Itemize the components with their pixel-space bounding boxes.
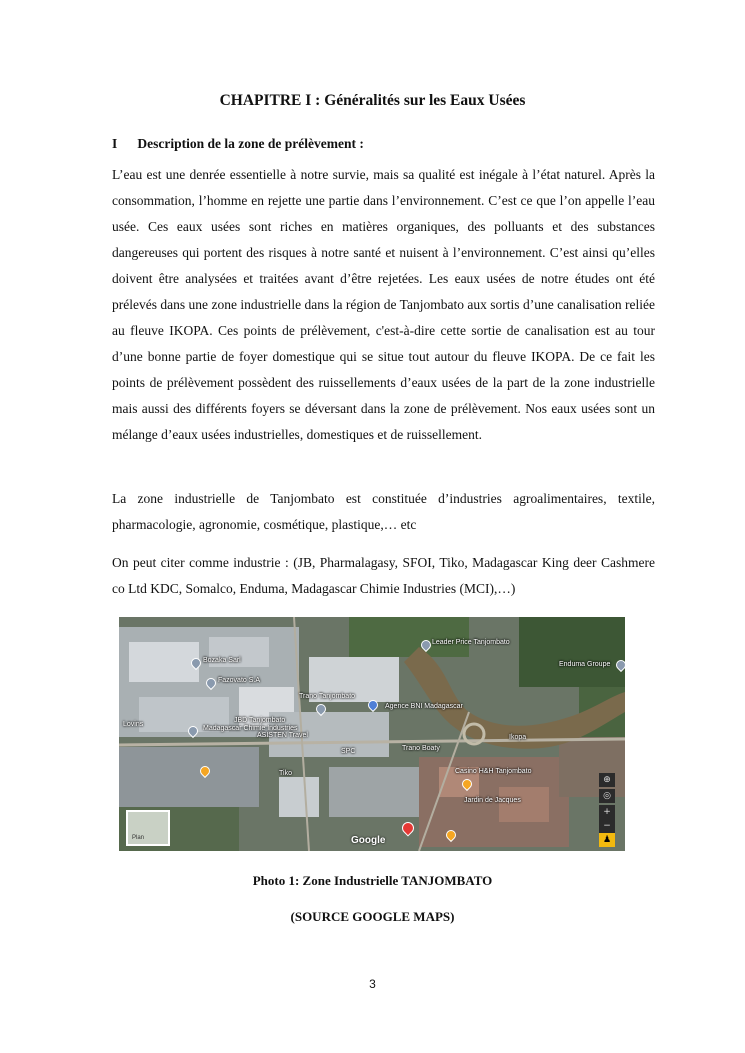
- section-title: Description de la zone de prélèvement :: [137, 136, 364, 151]
- map-label: Leader Price Tanjombato: [432, 639, 510, 646]
- chapter-title: CHAPITRE I : Généralités sur les Eaux Usées: [219, 92, 526, 109]
- paragraph-industries-list: On peut citer comme industrie : (JB, Pharmalagasy, SFOI, Tiko, Madagascar King deer Cashmere co Ltd KDC, Somalco, Enduma, Madagascar Chimie Industries (MCI),…): [112, 555, 655, 596]
- google-logo: Google: [351, 835, 386, 846]
- map-label: Trano Boaty: [402, 745, 440, 752]
- map-label: Trano Tanjombato: [299, 693, 356, 700]
- map-label: Jardin de Jacques: [464, 797, 521, 804]
- location-icon: ◎: [599, 789, 615, 803]
- zoom-in-icon: +: [599, 805, 615, 819]
- map-label: Casino H&H Tanjombato: [455, 768, 532, 775]
- photo-source: (SOURCE GOOGLE MAPS): [290, 909, 455, 924]
- photo-caption: Photo 1: Zone Industrielle TANJOMBATO: [252, 873, 493, 888]
- map-label: Lovins: [123, 721, 144, 728]
- map-label: JBD Tanjombato: [234, 717, 286, 724]
- plan-label: Plan: [132, 835, 145, 841]
- map-label: Agence BNI Madagascar: [385, 703, 463, 710]
- paragraph-description: L’eau est une denrée essentielle à notre survie, mais sa qualité est inégale à l’état naturel. Après la consommation, l’homme en rejette une partie dans l’environnement. C’est ce que l’on appelle l’eau usée. Ces eaux usées sont riches en matières organiques, des polluants et des substances dangereuses qui portent des risques à notre santé et nuisent à l’environnement. C’est ainsi qu’elles doivent être analysées et traitées avant d’être rejetées. Les eaux usées de notre études ont été prélevés dans une zone industrielle dans la région de Tanjombato aux sortis d’une canalisation reliée au fleuve IKOPA. Ces points de prélèvement, c'est-à-dire cette sortie de canalisation est au tour d’une bonne partie de foyer domestique qui se situe tout autour du fleuve IKOPA. De ce fait les points de prélèvement possèdent des ruissellements d’eaux usées de la part de la zone industrielle mais aussi des différents foyers se déversant dans la zone de prélèvement. Nos eaux usées sont un mélange d’eaux usées industrielles, domestiques et de ruissellement.: [112, 167, 655, 442]
- paragraph-industries-types: La zone industrielle de Tanjombato est constituée d’industries agroalimentaires, textile, pharmacologie, agronomie, cosmétique, plastique,… etc: [112, 491, 655, 532]
- plan-layer-thumbnail: [126, 810, 170, 846]
- compass-icon: ⊕: [599, 773, 615, 787]
- map-label: Madagascar Chimie Industries: [203, 725, 298, 732]
- map-label: ASISTEN Travel: [257, 732, 308, 739]
- map-label: SPC: [341, 748, 356, 755]
- satellite-map-image: [119, 617, 625, 851]
- section-number: I: [112, 136, 118, 151]
- pegman-icon: ♟: [599, 833, 615, 847]
- map-label: Bozaka Sarl: [203, 657, 241, 664]
- map-label: Enduma Groupe: [559, 661, 611, 668]
- zoom-out-icon: −: [599, 819, 615, 833]
- section-heading: [112, 136, 364, 152]
- map-label: Tiko: [279, 770, 292, 777]
- map-label: Ikopa: [509, 734, 527, 741]
- map-label: Fazovato S.A: [218, 677, 261, 684]
- page-number: 3: [369, 977, 376, 991]
